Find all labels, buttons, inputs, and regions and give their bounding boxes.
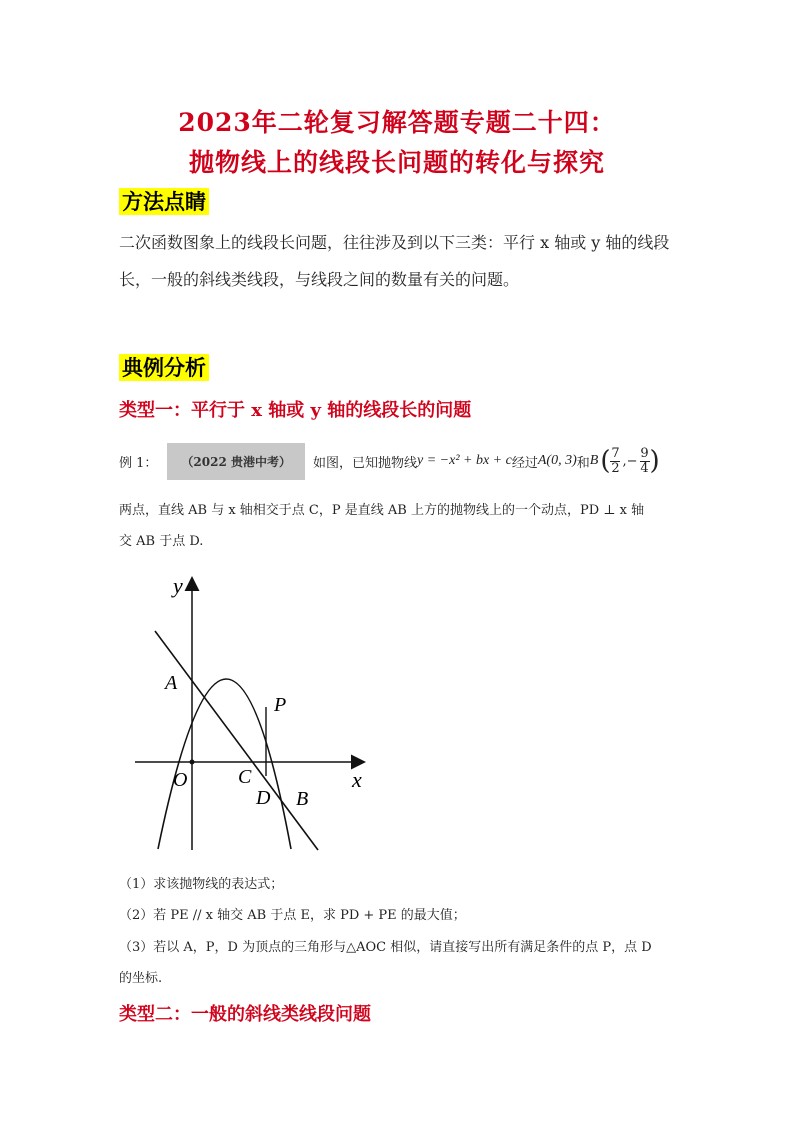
label-y: y bbox=[173, 573, 183, 598]
fraction-by: 9 4 bbox=[640, 445, 649, 476]
point-b-label: B bbox=[589, 453, 599, 468]
method-heading-label: 方法点睛 bbox=[119, 188, 209, 215]
label-p: P bbox=[274, 694, 287, 716]
paren-close: ) bbox=[649, 446, 660, 476]
question-3-cont: 的坐标. bbox=[119, 971, 163, 986]
section-heading-examples bbox=[119, 352, 209, 382]
example-line2: 两点，直线 AB 与 x 轴相交于点 C，P 是直线 AB 上方的抛物线上的一个动点，PD ⊥ x 轴 bbox=[119, 503, 645, 518]
passes-text: 经过 bbox=[511, 455, 538, 471]
question-1: （1）求该抛物线的表达式； bbox=[119, 877, 284, 892]
page-title-line2: 抛物线上的线段长问题的转化与探究 bbox=[188, 148, 605, 177]
line-ab bbox=[155, 631, 318, 850]
parabola-figure bbox=[125, 565, 375, 860]
example1-line: 例 1： （2022 贵港中考） 如图，已知抛物线 y = −x² + bx + c 经过 A(0, 3) 和 B ( 7 2 ,− 9 4 ) bbox=[119, 438, 679, 484]
label-a: A bbox=[165, 672, 178, 694]
type1-heading: 类型一：平行于 x 轴或 y 轴的线段长的问题 bbox=[119, 400, 472, 421]
question-2: （2）若 PE // x 轴交 AB 于点 E，求 PD + PE 的最大值； bbox=[119, 908, 466, 923]
parabola-curve bbox=[158, 679, 291, 849]
label-o: O bbox=[173, 769, 188, 791]
equation: y = −x² + bx + c bbox=[417, 453, 512, 468]
source-badge: （2022 贵港中考） bbox=[167, 443, 305, 480]
fraction-bx: 7 2 bbox=[611, 445, 620, 476]
examples-heading-label: 典例分析 bbox=[119, 354, 209, 381]
example-intro: 如图，已知抛物线 bbox=[312, 455, 417, 471]
label-x: x bbox=[352, 767, 362, 792]
method-paragraph: 二次函数图象上的线段长问题，往往涉及到以下三类：平行 x 轴或 y 轴的线段长，一般的斜线类线段，与线段之间的数量有关的问题。 bbox=[119, 233, 670, 289]
example-line3: 交 AB 于点 D. bbox=[119, 534, 204, 549]
question-3: （3）若以 A，P，D 为顶点的三角形与△AOC 相似，请直接写出所有满足条件的点 P，点 D bbox=[119, 940, 652, 955]
page-title-line1: 2023年二轮复习解答题专题二十四： bbox=[178, 108, 616, 137]
section-heading-method bbox=[119, 186, 209, 216]
example-label: 例 1： bbox=[119, 455, 158, 471]
and-text: 和 bbox=[576, 455, 590, 471]
origin-dot bbox=[190, 760, 195, 765]
paren-open: ( bbox=[600, 446, 611, 476]
type2-heading: 类型二：一般的斜线类线段问题 bbox=[119, 1004, 371, 1025]
label-c: C bbox=[238, 766, 252, 788]
label-b: B bbox=[296, 788, 309, 810]
point-a: A(0, 3) bbox=[537, 453, 577, 468]
label-d: D bbox=[256, 787, 271, 809]
